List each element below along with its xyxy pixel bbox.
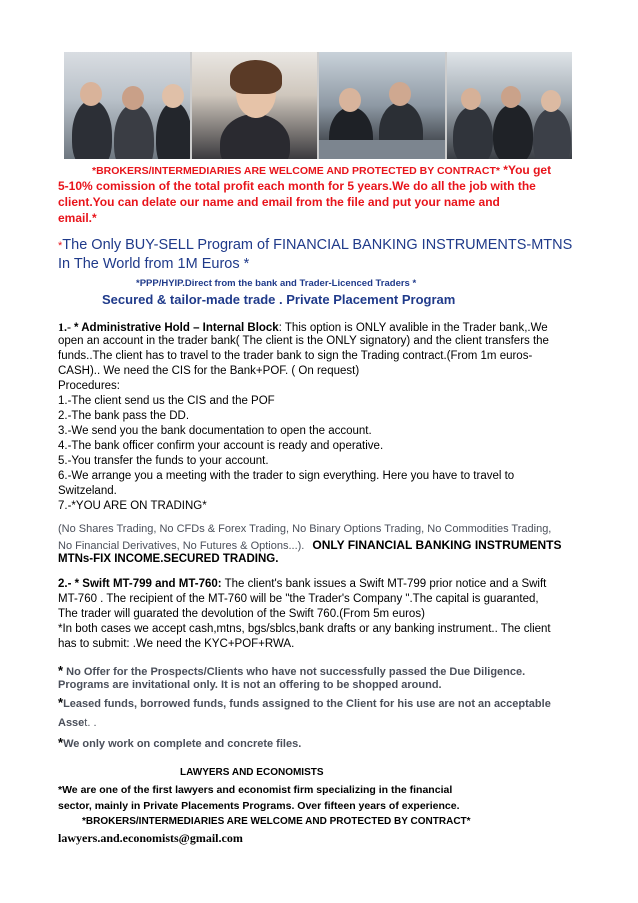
firm-description-2: sector, mainly in Private Placements Programs. Over fifteen years of experience. <box>58 800 460 812</box>
footer-brokers-notice: *BROKERS/INTERMEDIARIES ARE WELCOME AND PROTECTED BY CONTRACT* <box>82 816 471 827</box>
intro-line-4: email.* <box>58 211 97 225</box>
section2-line: *In both cases we accept cash,mtns, bgs/sblcs,bank drafts or any banking instrument.. The client <box>58 623 551 635</box>
program-title: Secured & tailor-made trade . Private Placement Program <box>102 292 456 307</box>
section1-heading: 1.- * Administrative Hold – Internal Block: This option is ONLY avalible in the Trader bank,.We <box>58 320 548 334</box>
section2-line: has to submit: .We need the KYC+POF+RWA. <box>58 638 295 650</box>
section1-line: 6.-We arrange you a meeting with the trader to sign everything. Here you have to travel to <box>58 470 515 482</box>
intro-brokers-notice: *BROKERS/INTERMEDIARIES ARE WELCOME AND PROTECTED BY CONTRACT* *You get <box>92 163 552 177</box>
banner-photo-strip <box>64 52 572 159</box>
disclaimer-line-1: (No Shares Trading, No CFDs & Forex Trading, No Binary Options Trading, No Commodities Trading, <box>58 523 552 535</box>
firm-description-1: *We are one of the first lawyers and economist firm specializing in the financial <box>58 784 453 796</box>
note-complete-files: *We only work on complete and concrete files. <box>58 735 302 750</box>
photo-meeting <box>319 52 445 159</box>
disclaimer-line-2: No Financial Derivatives, No Futures & Options...). ONLY FINANCIAL BANKING INSTRUMENTS <box>58 538 562 552</box>
note-leased-funds: *Leased funds, borrowed funds, funds assigned to the Client for his use are not an acceptable <box>58 695 551 710</box>
photo-business-team <box>64 52 190 159</box>
headline: *The Only BUY-SELL Program of FINANCIAL BANKING INSTRUMENTS-MTNS <box>58 237 573 253</box>
section1-line: 4.-The bank officer confirm your account is ready and operative. <box>58 440 384 452</box>
section1-line: Procedures: <box>58 380 121 392</box>
firm-title: LAWYERS AND ECONOMISTS <box>180 767 324 778</box>
contact-email[interactable]: lawyers.and.economists@gmail.com <box>58 831 243 845</box>
note-asset: Asset. . <box>58 717 97 729</box>
intro-line-3: client.You can delate our name and email from the file and put your name and <box>58 195 500 209</box>
intro-line-2: 5-10% comission of the total profit each month for 5 years.We do all the job with the <box>58 179 536 193</box>
photo-businesswoman <box>192 52 318 159</box>
note-invitational: Programs are invitational only. It is not an offering to be shopped around. <box>58 679 442 691</box>
note-due-diligence: * No Offer for the Prospects/Clients who have not successfully passed the Due Diligence. <box>58 663 526 678</box>
section2-line: The trader will guarated the devolution of the Swift 760.(From 5m euros) <box>58 608 425 620</box>
section1-line: 5.-You transfer the funds to your account. <box>58 455 269 467</box>
photo-conference <box>447 52 573 159</box>
section1-line: open an account in the trader bank( The client is the ONLY signatory) and the client transfers the <box>58 335 549 347</box>
section1-line: 2.-The bank pass the DD. <box>58 410 190 422</box>
section2-line: MT-760 . The recipient of the MT-760 will be "the Trader's Company ".The capital is guaranted, <box>58 593 539 605</box>
section1-line: CASH).. We need the CIS for the Bank+POF. ( On request) <box>58 365 360 377</box>
section1-line: Switzeland. <box>58 485 117 497</box>
headline-line-2: In The World from 1M Euros * <box>58 256 250 272</box>
section2-heading: 2.- * Swift MT-799 and MT-760: The client's bank issues a Swift MT-799 prior notice and a Swift <box>58 578 547 590</box>
section1-line: 3.-We send you the bank documentation to open the account. <box>58 425 372 437</box>
section1-line: funds..The client has to travel to the trader bank to sign the Trading contract.(From 1m euros- <box>58 350 533 362</box>
section1-line: 7.-*YOU ARE ON TRADING* <box>58 500 207 512</box>
section1-line: 1.-The client send us the CIS and the POF <box>58 395 275 407</box>
disclaimer-line-3: MTNs-FIX INCOME.SECURED TRADING. <box>58 553 279 565</box>
headline-subtitle: *PPP/HYIP.Direct from the bank and Trader-Licenced Traders * <box>136 278 417 289</box>
